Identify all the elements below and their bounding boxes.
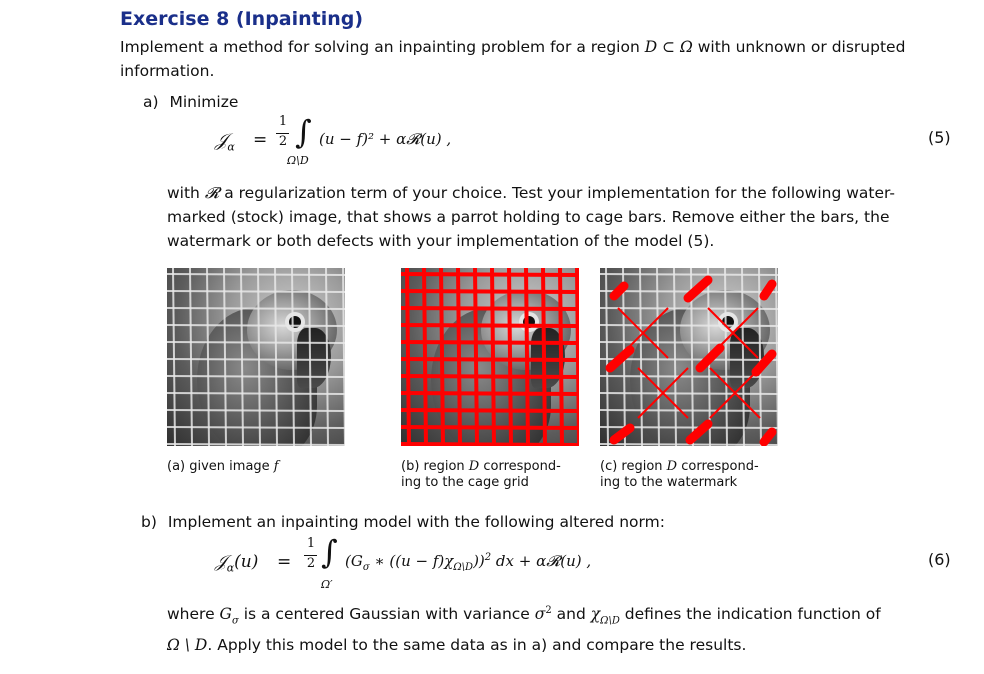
figure-a-given-image [167,268,345,446]
part-a-paragraph: with 𝓡 a regularization term of your choice. Test your implementation for the following water- marked (stock) image, that shows a parrot holding to cage bars. Remove either the bars, the watermark or both defects with your implementation of the model (5). [167,184,895,250]
caption-b: (b) region D correspond- ing to the cage grid [401,459,561,490]
part-b-text: Implement an inpainting model with the following altered norm: [167,513,665,531]
region-math: D ⊂ Ω [644,38,693,56]
part-b-paragraph: where $G_\sigma$ is a centered Gaussian with variance $\sigma^2$ and $\chi_{\Omega\backslash D}$ defines the indication function of Ω \ D. Apply this model to the same data as in a) and compare the results. [167,605,881,655]
integral-sign: ∫ [321,533,338,571]
red-grid-mask [401,268,579,446]
intro-paragraph [120,35,960,83]
equation-5-number: (5) [928,128,951,147]
equation-6-number: (6) [928,550,951,569]
figure-c-watermark-region [600,268,778,446]
intro-line-2: information. [120,62,215,80]
integral-sign: ∫ [295,113,312,151]
part-a-label: a) [143,93,159,111]
figure-b-cage-region [401,268,579,446]
intro-line-1: Implement a method for solving an inpainting problem for a region D ⊂ Ω with unknown or disrupted [120,38,906,56]
exercise-title: Exercise 8 (Inpainting) [120,8,364,30]
equation-5: 𝒥$_\alpha$ = 1 2 ∫ Ω\D (u − f)² + α𝓡(u) , [215,113,452,167]
part-a-text: Minimize [169,93,239,111]
cage-grid-overlay [167,268,345,446]
watermark-mask [600,268,778,446]
equation-6: 𝒥$_\alpha$(u) = 1 2 ∫ Ω′ ($G_\sigma$ ∗ $((u - f)\chi_{\Omega\backslash D}))^2$ dx + α𝓡(u) , [215,533,592,591]
caption-a: (a) given image f [167,459,279,474]
caption-c: (c) region D correspond- ing to the watermark [600,459,759,490]
part-b-label: b) [141,513,157,531]
